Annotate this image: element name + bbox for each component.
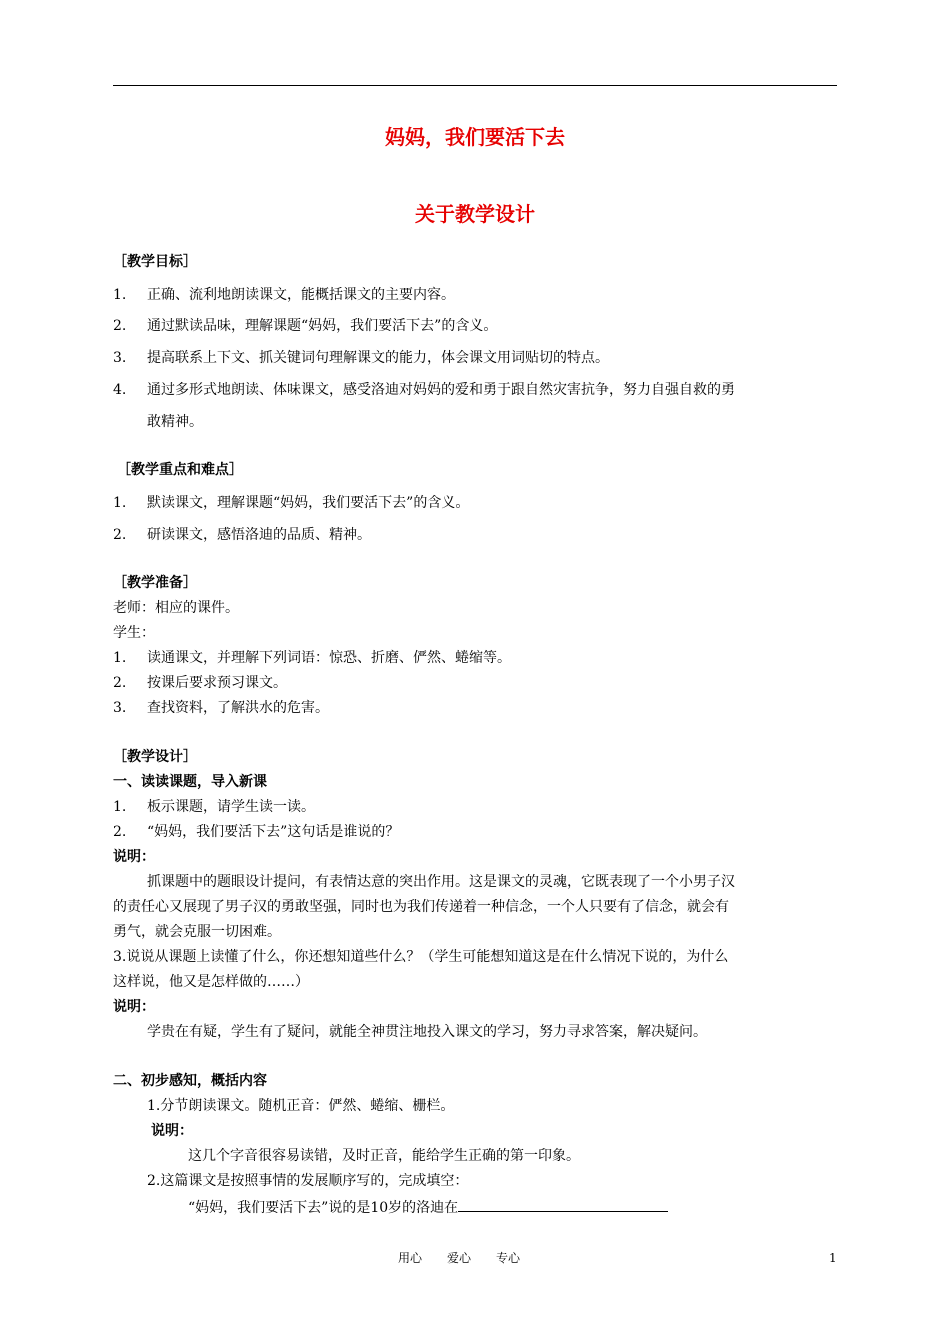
- note-line: 学贵在有疑，学生有了疑问，就能全神贯注地投入课文的学习，努力寻求答案，解决疑问。: [147, 1024, 707, 1040]
- preparation-item: 查找资料，了解洪水的危害。: [147, 700, 329, 716]
- goal-item: 通过多形式地朗读、体味课文，感受洛迪对妈妈的爱和勇于跟自然灾害抗争，努力自强自救的勇: [147, 382, 735, 398]
- document-subtitle: 关于教学设计: [415, 202, 535, 226]
- preparation-item: 按课后要求预习课文。: [147, 675, 287, 691]
- footer-motto-1: 用心: [398, 1251, 423, 1265]
- document-title: 妈妈，我们要活下去: [385, 125, 565, 149]
- note-line: 这几个字音很容易读错，及时正音，能给学生正确的第一印象。: [188, 1148, 580, 1164]
- note-line: 的责任心又展现了男子汉的勇敢坚强，同时也为我们传递着一种信念，一个人只要有了信念，就会有: [113, 899, 729, 915]
- goal-item-continuation: 敢精神。: [147, 414, 203, 430]
- key-point-num: 2.: [113, 527, 127, 543]
- goal-num: 3.: [113, 350, 127, 366]
- goal-num: 1.: [113, 287, 127, 303]
- design-heading: ［教学设计］: [113, 749, 197, 765]
- preparation-num: 2.: [113, 675, 127, 691]
- preparation-teacher: 老师：相应的课件。: [113, 600, 239, 616]
- note-line: 勇气，就会克服一切困难。: [113, 924, 281, 940]
- preparation-item: 读通课文，并理解下列词语：惊恐、折磨、俨然、蜷缩等。: [147, 650, 511, 666]
- preparation-student: 学生：: [113, 625, 155, 641]
- section1-item3: 3.说说从课题上读懂了什么，你还想知道些什么？（学生可能想知道这是在什么情况下说的，为什么: [113, 949, 729, 965]
- goal-item: 正确、流利地朗读课文，能概括课文的主要内容。: [147, 287, 455, 303]
- note-label: 说明：: [113, 849, 155, 865]
- key-points-heading: ［教学重点和难点］: [117, 462, 243, 478]
- goal-item: 通过默读品味，理解课题“妈妈，我们要活下去”的含义。: [147, 318, 498, 334]
- section1-item: 板示课题，请学生读一读。: [147, 799, 315, 815]
- fill-in-text: “妈妈，我们要活下去”说的是10岁的洛迪在: [188, 1200, 459, 1216]
- goal-item: 提高联系上下文、抓关键词句理解课文的能力，体会课文用词贴切的特点。: [147, 350, 609, 366]
- goals-heading: ［教学目标］: [113, 254, 197, 270]
- section1-num: 1.: [113, 799, 127, 815]
- section2-item: 1.分节朗读课文。随机正音：俨然、蜷缩、栅栏。: [147, 1098, 455, 1114]
- note-label: 说明：: [151, 1123, 193, 1139]
- preparation-heading: ［教学准备］: [113, 575, 197, 591]
- key-point-item: 默读课文，理解课题“妈妈，我们要活下去”的含义。: [147, 495, 470, 511]
- fill-in-blank: [188, 1197, 668, 1217]
- note-line: 抓课题中的题眼设计提问，有表情达意的突出作用。这是课文的灵魂，它既表现了一个小男子汉: [147, 874, 735, 890]
- footer-motto-3: 专心: [496, 1251, 521, 1265]
- section1-item: “妈妈，我们要活下去”这句话是谁说的？: [147, 824, 400, 840]
- section2-heading: 二、初步感知，概括内容: [113, 1073, 267, 1089]
- preparation-num: 1.: [113, 650, 127, 666]
- section1-heading: 一、读读课题，导入新课: [113, 774, 267, 790]
- section1-item3: 这样说，他又是怎样做的……）: [113, 974, 309, 990]
- footer-motto-2: 爱心: [447, 1251, 472, 1265]
- section2-item: 2.这篇课文是按照事情的发展顺序写的，完成填空：: [147, 1173, 469, 1189]
- note-label: 说明：: [113, 999, 155, 1015]
- section1-num: 2.: [113, 824, 127, 840]
- header-rule: [113, 85, 837, 86]
- goal-num: 4.: [113, 382, 127, 398]
- preparation-num: 3.: [113, 700, 127, 716]
- goal-num: 2.: [113, 318, 127, 334]
- key-point-num: 1.: [113, 495, 127, 511]
- blank-line: [458, 1197, 668, 1212]
- page-number: 1: [829, 1251, 837, 1265]
- key-point-item: 研读课文，感悟洛迪的品质、精神。: [147, 527, 371, 543]
